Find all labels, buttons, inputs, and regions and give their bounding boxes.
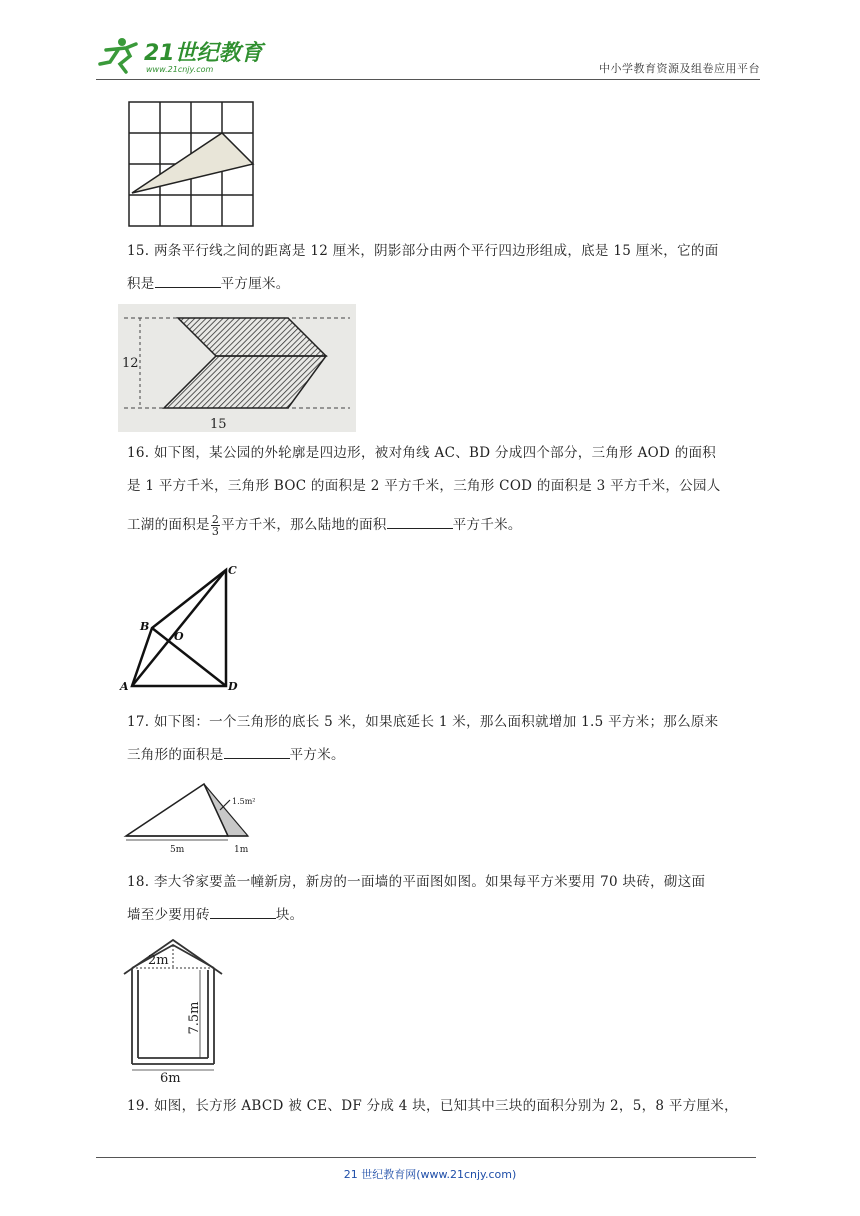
- height-label: 12: [122, 356, 139, 371]
- answer-blank[interactable]: [387, 514, 453, 529]
- question-number: 16.: [127, 445, 150, 461]
- question-text: 墙至少要用砖: [127, 907, 210, 923]
- question-text: 如下图，某公园的外轮廓是四边形，被对角线 AC、BD 分成四个部分，三角形 AOD 的面积: [153, 445, 717, 461]
- answer-blank[interactable]: [210, 904, 276, 919]
- point-label-b: B: [140, 620, 150, 633]
- logo-title: 21世纪教育: [144, 41, 263, 66]
- runner-icon: [100, 38, 136, 72]
- question-text: 两条平行线之间的距离是 12 厘米，阴影部分由两个平行四边形组成，底是 15 厘米，它的面: [153, 243, 719, 259]
- question-19: [127, 1090, 767, 1123]
- question-number: 15.: [127, 243, 150, 259]
- question-text: 工湖的面积是: [127, 517, 210, 533]
- question-text: 如下图：一个三角形的底长 5 米，如果底延长 1 米，那么面积就增加 1.5 平方米；那么原来: [153, 714, 719, 730]
- area-increase-label: 1.5m²: [232, 797, 256, 806]
- answer-blank[interactable]: [224, 744, 290, 759]
- fraction-denominator: 3: [211, 525, 220, 538]
- question-text: 如图，长方形 ABCD 被 CE、DF 分成 4 块，已知其中三块的面积分别为 2，5，8 平方厘米，: [153, 1098, 738, 1114]
- triangle-extension-figure: [120, 778, 260, 854]
- grid-triangle-figure: [127, 100, 255, 228]
- question-text: 平方米。: [289, 747, 345, 763]
- question-text: 平方千米，那么陆地的面积: [221, 517, 387, 533]
- logo-url: www.21cnjy.com: [146, 65, 214, 74]
- question-text: 平方千米。: [452, 517, 522, 533]
- question-16: [127, 437, 767, 542]
- point-label-c: C: [228, 564, 237, 577]
- question-text: 块。: [275, 907, 304, 923]
- house-wall-figure: [120, 936, 226, 1086]
- question-text: 李大爷家要盖一幢新房，新房的一面墙的平面图如图。如果每平方米要用 70 块砖，砌这面: [153, 874, 706, 890]
- base-label: 15: [210, 417, 227, 432]
- base-label: 5m: [170, 845, 185, 854]
- question-18: [127, 866, 767, 932]
- fraction: [211, 514, 220, 537]
- page-header: [96, 30, 760, 80]
- question-number: 18.: [127, 874, 150, 890]
- footer-text[interactable]: 21 世纪教育网(www.21cnjy.com): [343, 1168, 517, 1181]
- wall-height-label: 7.5m: [187, 1001, 202, 1035]
- question-15: [127, 235, 767, 301]
- wall-width-label: 6m: [160, 1071, 181, 1086]
- question-number: 19.: [127, 1098, 150, 1114]
- header-divider: [96, 79, 760, 80]
- point-label-d: D: [228, 680, 238, 693]
- parallelogram-figure: [118, 304, 356, 432]
- extension-label: 1m: [234, 845, 249, 854]
- gable-height-label: 2m: [148, 953, 169, 968]
- question-number: 17.: [127, 714, 150, 730]
- footer-divider: [96, 1157, 756, 1158]
- question-text: 三角形的面积是: [127, 747, 224, 763]
- question-text: 平方厘米。: [220, 276, 290, 292]
- quadrilateral-figure: [118, 560, 248, 694]
- question-17: [127, 706, 767, 772]
- point-label-a: A: [120, 680, 129, 693]
- answer-blank[interactable]: [155, 273, 221, 288]
- fraction-numerator: 2: [211, 513, 220, 526]
- question-text: 是 1 平方千米，三角形 BOC 的面积是 2 平方千米，三角形 COD 的面积是 3 平方千米，公园人: [127, 478, 721, 494]
- logo: [96, 34, 266, 76]
- question-text: 积是: [127, 276, 155, 292]
- point-label-o: O: [174, 630, 184, 643]
- header-platform-text: 中小学教育资源及组卷应用平台: [599, 62, 760, 75]
